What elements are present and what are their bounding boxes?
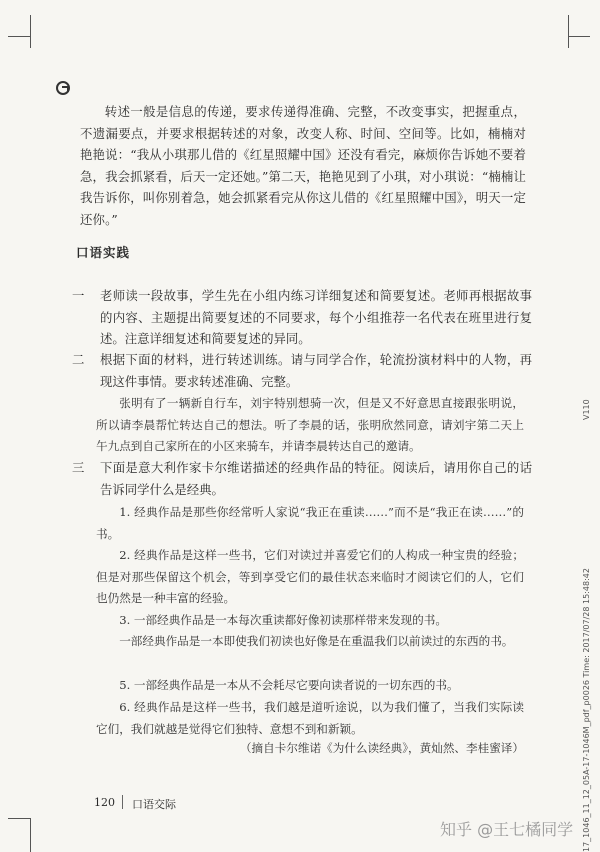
exercise-item: [72, 457, 532, 500]
page-number: 120: [94, 796, 115, 809]
classic-point: 5. 一部经典作品是一本从不会耗尽它要向读者说的一切东西的书。: [119, 678, 459, 692]
exercise-item: [72, 285, 532, 350]
item-text: 下面是意大利作家卡尔维诺描述的经典作品的特征。阅读后，请用你自己的话告诉同学什么是经典。: [100, 460, 532, 497]
footer-divider: [122, 795, 123, 809]
exercise-item: [72, 349, 532, 392]
print-metadata: 17_1046_11_12_05A-17-1046M_pdf_p0026 Time: 2017/07/28 15:48:42: [582, 568, 591, 852]
crop-mark: [568, 36, 590, 37]
material-text: 张明有了一辆新自行车，刘宇特别想骑一次，但是又不好意思直接跟张明说，所以请李晨帮忙转达自己的想法。听了李晨的话，张明欣然同意，请刘宇第二天上午九点到自己家所在的小区来骑车，并请李晨转达自己的邀请。: [96, 396, 524, 453]
watermark: 知乎 @王七橘同学: [440, 820, 574, 839]
item-text: 老师读一段故事，学生先在小组内练习详细复述和简要复述。老师再根据故事的内容、主题提出简要复述的不同要求，每个小组推荐一名代表在班里进行复述。注意详细复述和简要复述的异同。: [100, 288, 532, 346]
crop-mark: [568, 15, 569, 48]
side-code: V110: [582, 399, 591, 420]
section-title: 口语实践: [76, 245, 131, 260]
crop-mark: [8, 36, 30, 37]
item-number: 二: [72, 352, 85, 367]
crop-mark: [30, 818, 31, 852]
citation: （摘自卡尔维诺《为什么读经典》，黄灿然、李桂蜜译）: [239, 741, 524, 755]
item-number: 三: [72, 460, 85, 475]
chapter-logo-icon: [56, 81, 70, 95]
classic-point: 1. 经典作品是那些你经常听人家说“我正在重读……”而不是“我正在读……”的书。: [96, 505, 524, 541]
classic-point: 2. 经典作品是这样一些书，它们对读过并喜爱它们的人构成一种宝贵的经验；但是对那些保留这个机会，等到享受它们的最佳状态来临时才阅读它们的人，它们也仍然是一种丰富的经验。: [96, 548, 524, 605]
crop-mark: [8, 818, 30, 819]
item-number: 一: [72, 288, 85, 303]
item-text: 根据下面的材料，进行转述训练。请与同学合作，轮流扮演材料中的人物，再现这件事情。要求转述准确、完整。: [100, 352, 532, 389]
footer-section-label: 口语交际: [132, 798, 176, 811]
classic-point: 一部经典作品是一本即使我们初读也好像是在重温我们以前读过的东西的书。: [119, 634, 514, 648]
intro-paragraph: 转述一般是信息的传递，要求传递得准确、完整，不改变事实，把握重点，不遗漏要点，并要求根据转述的对象，改变人称、时间、空间等。比如，楠楠对艳艳说：“我从小琪那儿借的《红星照耀中国》还没有看完，麻烦你告诉她不要着急，我会抓紧看，后天一定还她。”第二天，艳艳见到了小琪，对小琪说：“楠楠让我告诉你，叫你别着急，她会抓紧看完从你这儿借的《红星照耀中国》，明天一定还你。”: [80, 104, 526, 227]
classic-point: 6. 经典作品是这样一些书，我们越是道听途说，以为我们懂了，当我们实际读它们，我们就越是觉得它们独特、意想不到和新颖。: [96, 700, 524, 736]
classic-point: 3. 一部经典作品是一本每次重读都好像初读那样带来发现的书。: [119, 613, 447, 627]
crop-mark: [30, 15, 31, 48]
